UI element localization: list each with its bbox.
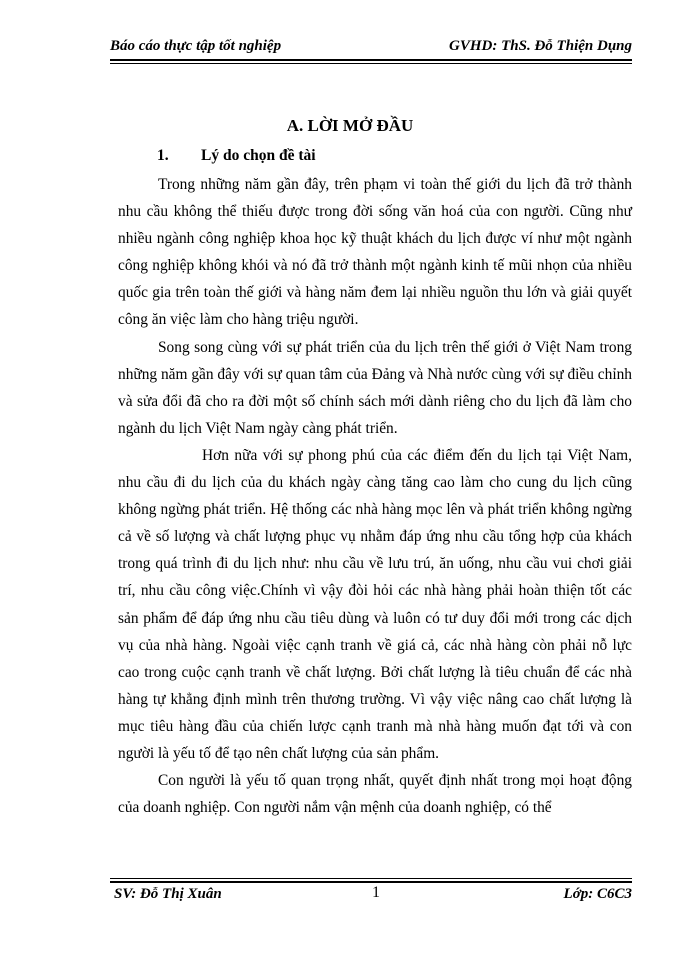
header-rule-thin <box>110 63 632 64</box>
footer-class: Lớp: C6C3 <box>563 886 632 902</box>
section-heading <box>157 147 316 165</box>
page-number: 1 <box>372 884 380 901</box>
footer-rule-thin <box>110 878 632 879</box>
header-report-title: Báo cáo thực tập tốt nghiệp <box>110 38 282 54</box>
page-title: A. LỜI MỞ ĐẦU <box>286 116 414 135</box>
footer-rule-thick <box>110 881 632 883</box>
paragraph-3: Hơn nữa với sự phong phú của các điểm đến du lịch tại Việt Nam, nhu cầu đi du lịch của du khách ngày càng tăng cao làm cho cung du lịch cũng không ngừng phát triển. Hệ thống các nhà hàng mọc lên và phát triển không ngừng cả về số lượng và chất lượng phục vụ nhằm đáp ứng nhu cầu tổng hợp của khách trong quá trình đi du lịch như: nhu cầu về lưu trú, ăn uống, nhu cầu vui chơi giải trí, nhu cầu công việc.Chính vì vậy đòi hỏi các nhà hàng phải hoàn thiện tốt các sản phẩm để đáp ứng nhu cầu tiêu dùng và luôn có tư duy đổi mới trong các dịch vụ của nhà hàng. Ngoài việc cạnh tranh về giá cả, các nhà hàng còn phải nỗ lực cao trong cuộc cạnh tranh về chất lượng. Bởi chất lượng là tiêu chuẩn để các nhà hàng tự khẳng định mình trên thương trường. Vì vậy việc nâng cao chất lượng là mục tiêu hàng đầu của chiến lược cạnh tranh mà nhà hàng muốn đạt tới và con người là yếu tố để tạo nên chất lượng của sản phẩm. <box>118 446 632 762</box>
footer-student: SV: Đỗ Thị Xuân <box>114 886 222 902</box>
paragraph-1: Trong những năm gần đây, trên phạm vi toàn thế giới du lịch đã trở thành nhu cầu không thể thiếu được trong đời sống văn hoá của con người. Cũng như nhiều ngành công nghiệp khoa học kỹ thuật khách du lịch được ví như một ngành công nghiệp không khói và nó đã trở thành một ngành kinh tế mũi nhọn của nhiều quốc gia trên toàn thế giới và hàng năm đem lại nhiều nguồn thu lớn và giải quyết công ăn việc làm cho hàng triệu người. <box>118 176 632 329</box>
paragraph-4: Con người là yếu tố quan trọng nhất, quyết định nhất trong mọi hoạt động của doanh nghiệp. Con người nắm vận mệnh của doanh nghiệp, có thể <box>118 772 632 817</box>
section-number: 1. <box>157 147 169 164</box>
header-rule-thick <box>110 59 632 61</box>
body-text <box>118 171 632 821</box>
paragraph-2: Song song cùng với sự phát triển của du lịch trên thế giới ở Việt Nam trong những năm gần đây với sự quan tâm của Đảng và Nhà nước cùng với sự điều chỉnh và sửa đổi đã cho ra đời một số chính sách mới dành riêng cho du lịch đã làm cho ngành du lịch Việt Nam ngày càng phát triển. <box>118 338 632 437</box>
header-advisor: GVHD: ThS. Đỗ Thiện Dụng <box>449 38 632 54</box>
section-title: Lý do chọn đề tài <box>201 147 316 164</box>
